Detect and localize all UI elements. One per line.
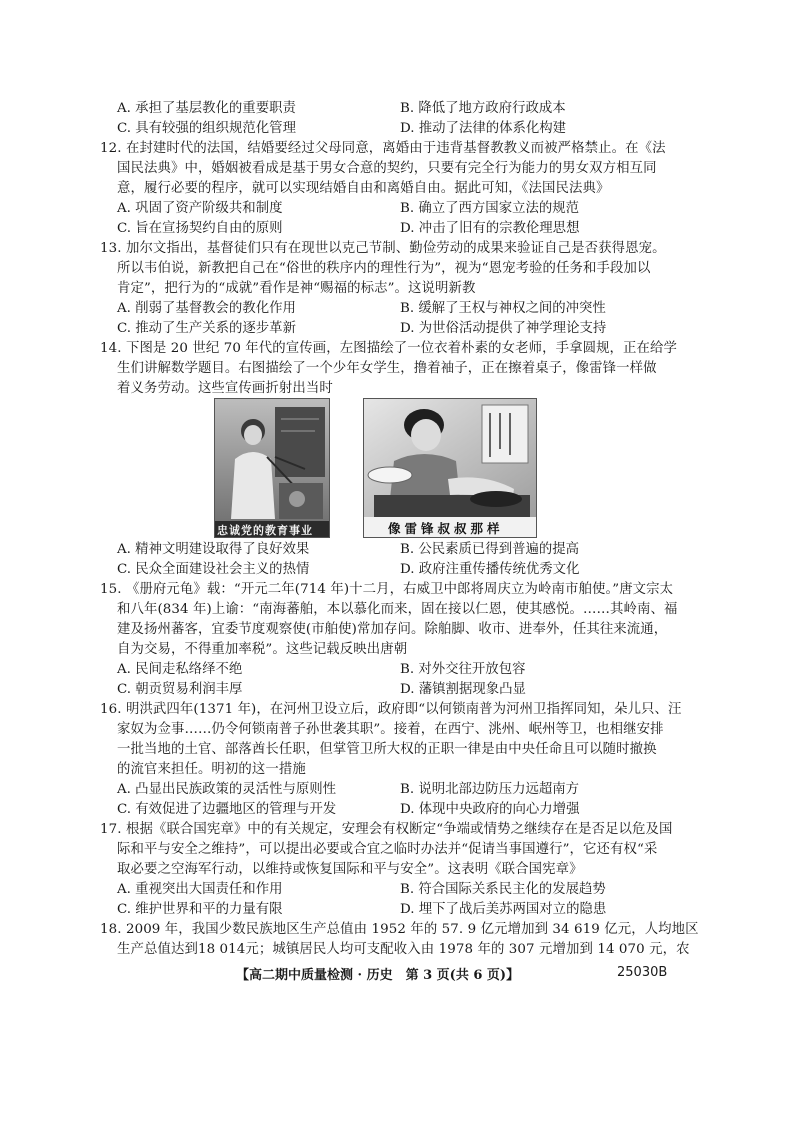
q15-line-4: 自为交易，不得重加率税”。这些记载反映出唐朝	[117, 642, 408, 657]
q14-line-1: 14. 下图是 20 世纪 70 年代的宣传画，左图描绘了一位衣着朴素的女老师，手拿圆规，正在给学	[100, 341, 678, 356]
q16-option-c: C. 有效促进了边疆地区的管理与开发	[117, 802, 337, 817]
q16-line-2: 家奴为佥事……仍令何锁南普子孙世袭其职”。接着，在西宁、洮州、岷州等卫，也相继安排	[117, 722, 664, 737]
q17-line-2: 际和平与安全之维持”，可以提出必要或合宜之临时办法并“促请当事国遵行”，它还有权“采	[117, 842, 658, 857]
q16-line-1: 16. 明洪武四年(1371 年)，在河州卫设立后，政府即“以何锁南普为河州卫指挥同知，朵儿只、汪	[100, 702, 682, 717]
q14-option-b: B. 公民素质已得到普遍的提高	[400, 542, 580, 557]
q12-option-d: D. 冲击了旧有的宗教伦理思想	[400, 221, 580, 236]
q11-option-d: D. 推动了法律的体系化构建	[400, 121, 567, 136]
q17-option-b: B. 符合国际关系民主化的发展趋势	[400, 882, 606, 897]
q13-option-c: C. 推动了生产关系的逐步革新	[117, 321, 296, 336]
q15-line-2: 和八年(834 年)上谕：“南海蕃舶，本以慕化而来，固在接以仁恩，使其感悦。……其岭南、福	[117, 602, 678, 617]
poster-teacher-caption: 忠诚党的教育事业	[217, 524, 313, 537]
q12-line-2: 国民法典》中，婚姻被看成是基于男女合意的契约，只要有完全行为能力的男女双方相互同	[117, 161, 657, 176]
poster-student-caption: 像雷锋叔叔那样	[388, 521, 504, 536]
q17-line-1: 17. 根据《联合国宪章》中的有关规定，安理会有权断定“争端或情势之继续存在是否足以危及国	[100, 822, 673, 837]
q13-line-2: 所以韦伯说，新教把自己在“俗世的秩序内的理性行为”，视为“恩宠考验的任务和手段加以	[117, 261, 651, 276]
poster-student-illustration	[364, 399, 536, 537]
q15-line-1: 15. 《册府元龟》载：“开元二年(714 年)十二月，右威卫中郎将周庆立为岭南市舶使。”唐文宗太	[100, 582, 674, 597]
q12-option-a: A. 巩固了资产阶级共和制度	[117, 201, 283, 216]
q17-option-a: A. 重视突出大国责任和作用	[117, 882, 283, 897]
q11-option-b: B. 降低了地方政府行政成本	[400, 101, 566, 116]
q11-option-c: C. 具有较强的组织规范化管理	[117, 121, 296, 136]
q18-line-2: 生产总值达到18 014元；城镇居民人均可支配收入由 1978 年的 307 元增加到 14 070 元，农	[117, 942, 690, 957]
q15-option-a: A. 民间走私络绎不绝	[117, 662, 243, 677]
poster-teacher-illustration	[215, 399, 329, 537]
q16-line-4: 的流官来担任。明初的这一措施	[117, 762, 306, 777]
q16-line-3: 一批当地的土官、部落酋长任职，但掌管卫所大权的正职一律是由中央任命且可以随时撤换	[117, 742, 657, 757]
q14-line-2: 生们讲解数学题目。右图描绘了一个少年女学生，撸着袖子，正在擦着桌子，像雷锋一样做	[117, 361, 657, 376]
q14-option-a: A. 精神文明建设取得了良好效果	[117, 542, 310, 557]
q13-line-1: 13. 加尔文指出，基督徒们只有在现世以克己节制、勤俭劳动的成果来验证自己是否获得恩宠。	[100, 241, 666, 256]
q14-line-3: 着义务劳动。这些宣传画折射出当时	[117, 381, 333, 396]
q15-option-c: C. 朝贡贸易利润丰厚	[117, 682, 243, 697]
q17-option-c: C. 维护世界和平的力量有限	[117, 902, 283, 917]
poster-teacher-image	[214, 398, 330, 538]
q16-option-d: D. 体现中央政府的向心力增强	[400, 802, 580, 817]
q13-option-d: D. 为世俗活动提供了神学理论支持	[400, 321, 607, 336]
q16-option-a: A. 凸显出民族政策的灵活性与原则性	[117, 782, 337, 797]
q15-option-d: D. 藩镇割据现象凸显	[400, 682, 526, 697]
q17-line-3: 取必要之空海军行动，以维持或恢复国际和平与安全”。这表明《联合国宪章》	[117, 862, 583, 877]
q12-option-c: C. 旨在宣扬契约自由的原则	[117, 221, 283, 236]
q13-line-3: 肯定”，把行为的“成就”看作是神“赐福的标志”。这说明新教	[117, 281, 476, 296]
q15-option-b: B. 对外交往开放包容	[400, 662, 526, 677]
q12-line-1: 12. 在封建时代的法国，结婚要经过父母同意，离婚由于违背基督教教义而被严格禁止。在《法	[100, 141, 666, 156]
q18-line-1: 18. 2009 年，我国少数民族地区生产总值由 1952 年的 57. 9 亿元增加到 34 619 亿元，人均地区	[100, 922, 699, 937]
q17-option-d: D. 埋下了战后美苏两国对立的隐患	[400, 902, 607, 917]
q13-option-a: A. 削弱了基督教会的教化作用	[117, 301, 296, 316]
q14-option-c: C. 民众全面建设社会主义的热情	[117, 562, 310, 577]
q13-option-b: B. 缓解了王权与神权之间的冲突性	[400, 301, 606, 316]
q11-option-a: A. 承担了基层教化的重要职责	[117, 101, 296, 116]
q16-option-b: B. 说明北部边防压力远超南方	[400, 782, 580, 797]
poster-student-image	[363, 398, 537, 538]
q12-line-3: 意，履行必要的程序，就可以实现结婚自由和离婚自由。据此可知，《法国民法典》	[117, 181, 610, 196]
exam-code: 25030B	[617, 965, 668, 980]
page-footer: 【高二期中质量检测 · 历史 第 3 页(共 6 页)】	[236, 968, 520, 983]
q15-line-3: 建及扬州蕃客，宜委节度观察使(市舶使)常加存问。除舶脚、收市、进奉外，任其往来流通，	[117, 622, 668, 637]
q12-option-b: B. 确立了西方国家立法的规范	[400, 201, 580, 216]
q14-option-d: D. 政府注重传播传统优秀文化	[400, 562, 580, 577]
